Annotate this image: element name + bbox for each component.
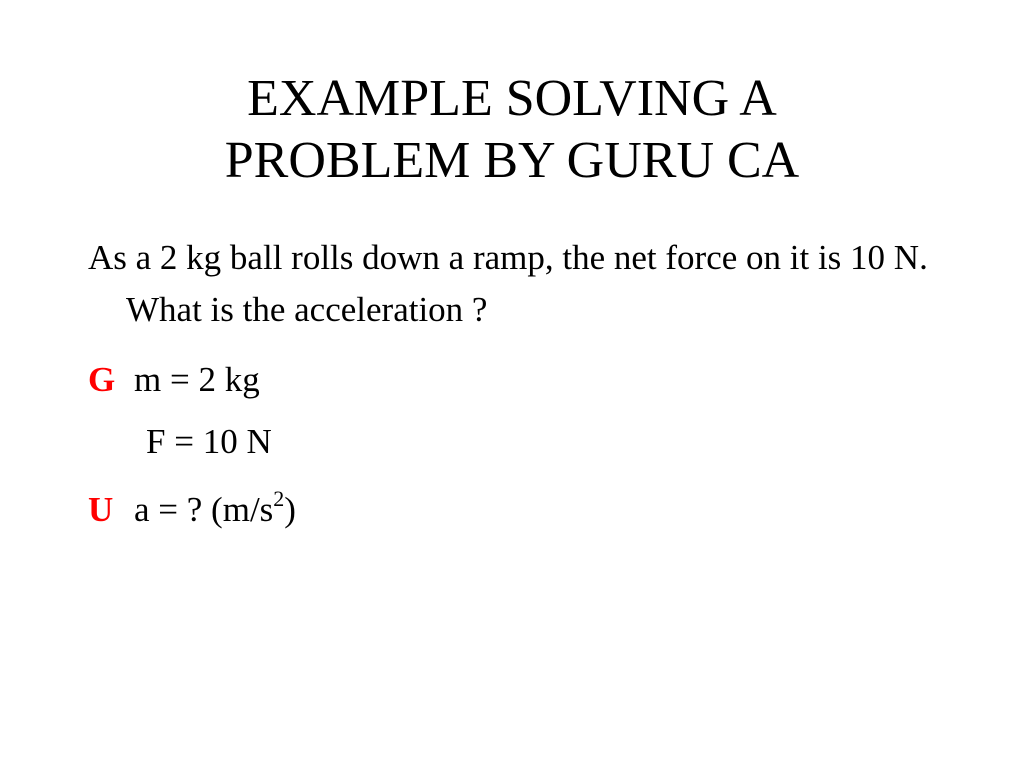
slide-title bbox=[60, 68, 964, 192]
problem-statement: As a 2 kg ball rolls down a ramp, the net force on it is 10 N. What is the acceleration ? bbox=[88, 238, 928, 329]
unknown-letter: U bbox=[88, 490, 114, 529]
given-mass-line bbox=[88, 354, 968, 406]
unknown-accel-line bbox=[88, 484, 968, 536]
given-force-line bbox=[146, 416, 1024, 468]
slide-title-line-1: EXAMPLE SOLVING A bbox=[247, 70, 777, 127]
slide-title-line-2: PROBLEM BY GURU CA bbox=[224, 132, 800, 189]
given-force-value: F = 10 N bbox=[146, 422, 272, 461]
given-mass-value: m = 2 kg bbox=[134, 360, 260, 399]
given-letter: G bbox=[88, 360, 116, 399]
unknown-accel-exponent: 2 bbox=[273, 486, 285, 512]
unknown-accel-suffix: ) bbox=[284, 490, 296, 529]
unknown-accel-prefix: a = ? (m/s bbox=[134, 490, 274, 529]
